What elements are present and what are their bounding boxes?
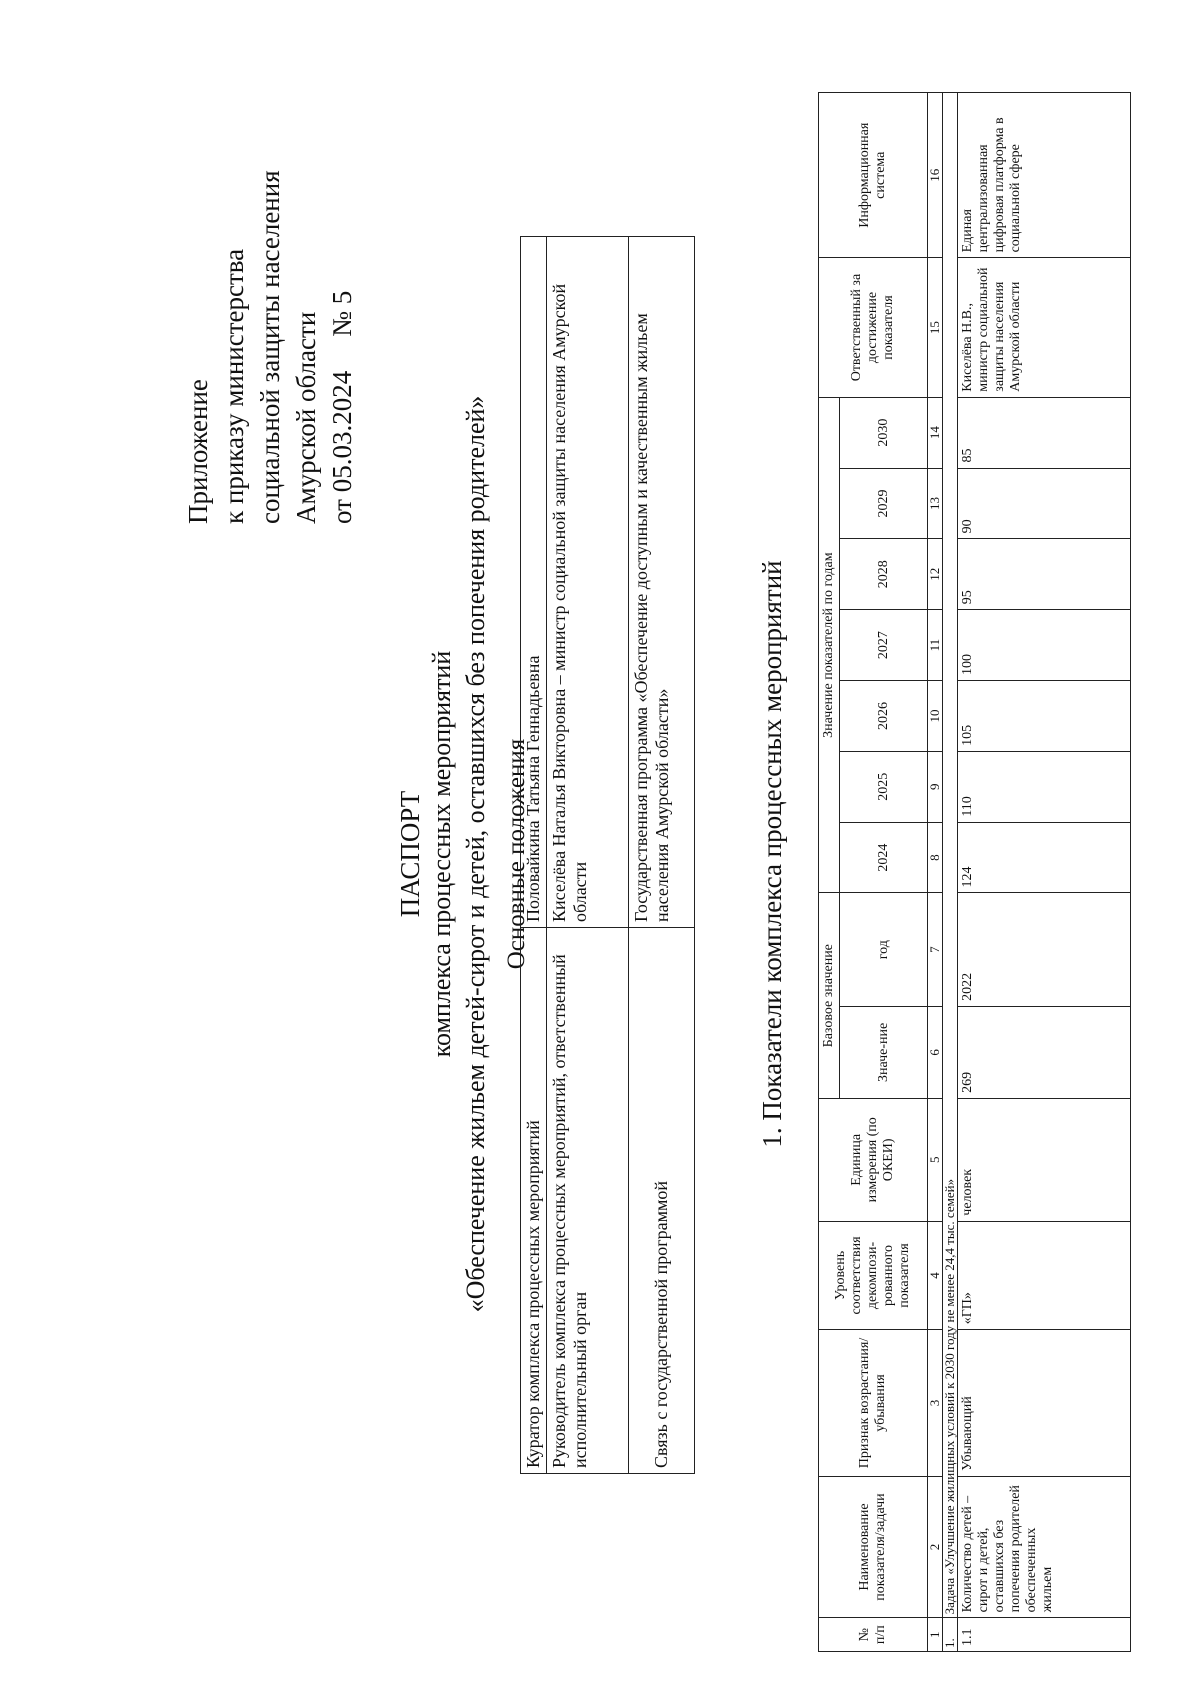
column-header: 2025: [840, 751, 928, 822]
table-cell: Киселёва Н.В., министр социальной защиты населения Амурской области: [958, 258, 1131, 397]
column-header: год: [840, 893, 928, 1006]
column-header: 2029: [840, 468, 928, 539]
table-cell: 3: [928, 1330, 943, 1476]
table-cell: 100: [958, 610, 1131, 681]
table-cell: 5: [928, 1098, 943, 1221]
table-cell: Киселёва Наталья Викторовна – министр социальной защиты населения Амурской области: [547, 237, 629, 928]
column-header: Информационная система: [819, 93, 928, 258]
table-cell: Количество детей – сирот и детей, оставшихся без попечения родителей обеспеченных жильем: [958, 1476, 1131, 1618]
basic-info-table: [520, 236, 695, 1474]
title-heading: ПАСПОРТ: [395, 790, 425, 918]
table-cell: Государственная программа «Обеспечение доступным и качественным жильем населения Амурской области»: [629, 237, 695, 928]
column-header: Базовое значение: [819, 893, 840, 1098]
table-cell: 95: [958, 539, 1131, 610]
task-row: [943, 93, 958, 1652]
column-header: 2024: [840, 822, 928, 893]
task-text: Задача «Улучшение жилищных условий к 2030 году не менее 24,4 тыс. семей»: [943, 93, 958, 1618]
column-header: Значение показателей по годам: [819, 397, 840, 893]
table-cell: 1.: [943, 1618, 958, 1652]
table-cell: 7: [928, 893, 943, 1006]
column-header: Ответственный за достижение показателя: [819, 258, 928, 397]
table-cell: 9: [928, 751, 943, 822]
table-cell: Связь с государственной программой: [629, 928, 695, 1474]
table-cell: Половайкина Татьяна Геннадьевна: [521, 237, 547, 928]
table-cell: Убывающий: [958, 1330, 1131, 1476]
table-cell: Единая централизованная цифровая платформа в социальной сфере: [958, 93, 1131, 258]
kpi-table: [818, 92, 1131, 1652]
table-row: [521, 237, 547, 1474]
title-subheading: комплекса процессных мероприятий: [427, 650, 456, 1058]
table-row: [547, 237, 629, 1474]
appendix-number: № 5: [327, 290, 357, 337]
table-cell: 90: [958, 468, 1131, 539]
table-row: [629, 237, 695, 1474]
table-cell: человек: [958, 1098, 1131, 1221]
table-cell: 13: [928, 468, 943, 539]
column-header: Наименование показателя/задачи: [819, 1476, 928, 1618]
table-cell: 269: [958, 1006, 1131, 1098]
table-cell: 4: [928, 1221, 943, 1330]
table-cell: 1: [928, 1618, 943, 1652]
table-cell: Руководитель комплекса процессных мероприятий, ответственный исполнительный орган: [547, 928, 629, 1474]
table-header-row: [819, 93, 840, 1652]
table-cell: 11: [928, 610, 943, 681]
table-cell: 12: [928, 539, 943, 610]
appendix-header: [180, 104, 360, 524]
table-cell: 16: [928, 93, 943, 258]
appendix-line: Приложение: [183, 379, 213, 524]
table-cell: 85: [958, 397, 1131, 468]
appendix-line: Амурской области: [291, 311, 321, 524]
appendix-line: к приказу министерства: [219, 248, 249, 524]
column-header: 2028: [840, 539, 928, 610]
document-title: [395, 204, 531, 1504]
table-row: [958, 93, 1131, 1652]
column-header: 2027: [840, 610, 928, 681]
column-header: Единица измерения (по ОКЕИ): [819, 1098, 928, 1221]
column-header: № п/п: [819, 1618, 928, 1652]
appendix-line: социальной защиты населения: [255, 170, 285, 524]
table-cell: 15: [928, 258, 943, 397]
column-header: 2026: [840, 681, 928, 752]
table-cell: 1.1: [958, 1618, 1131, 1652]
table-cell: 2022: [958, 893, 1131, 1006]
column-header: Уровень соответствия декомпози-рованного показателя: [819, 1221, 928, 1330]
table-cell: 6: [928, 1006, 943, 1098]
table-cell: 105: [958, 681, 1131, 752]
table-cell: 10: [928, 681, 943, 752]
table-cell: Куратор комплекса процессных мероприятий: [521, 928, 547, 1474]
table-cell: 2: [928, 1476, 943, 1618]
section-title-basic: Основные положения: [503, 738, 530, 970]
column-header: 2030: [840, 397, 928, 468]
table-cell: «ГП»: [958, 1221, 1131, 1330]
table-cell: 14: [928, 397, 943, 468]
table-cell: 8: [928, 822, 943, 893]
column-index-row: [928, 93, 943, 1652]
appendix-date: от 05.03.2024: [327, 370, 357, 524]
table-cell: 110: [958, 751, 1131, 822]
appendix-date-line: [324, 104, 360, 524]
title-program-name: «Обеспечение жильем детей-сирот и детей, оставшихся без попечения родителей»: [461, 395, 490, 1313]
section-title-kpi: 1. Показатели комплекса процессных мероприятий: [757, 560, 787, 1148]
column-header: Признак возрастания/ убывания: [819, 1330, 928, 1476]
column-header: Значе-ние: [840, 1006, 928, 1098]
table-cell: 124: [958, 822, 1131, 893]
